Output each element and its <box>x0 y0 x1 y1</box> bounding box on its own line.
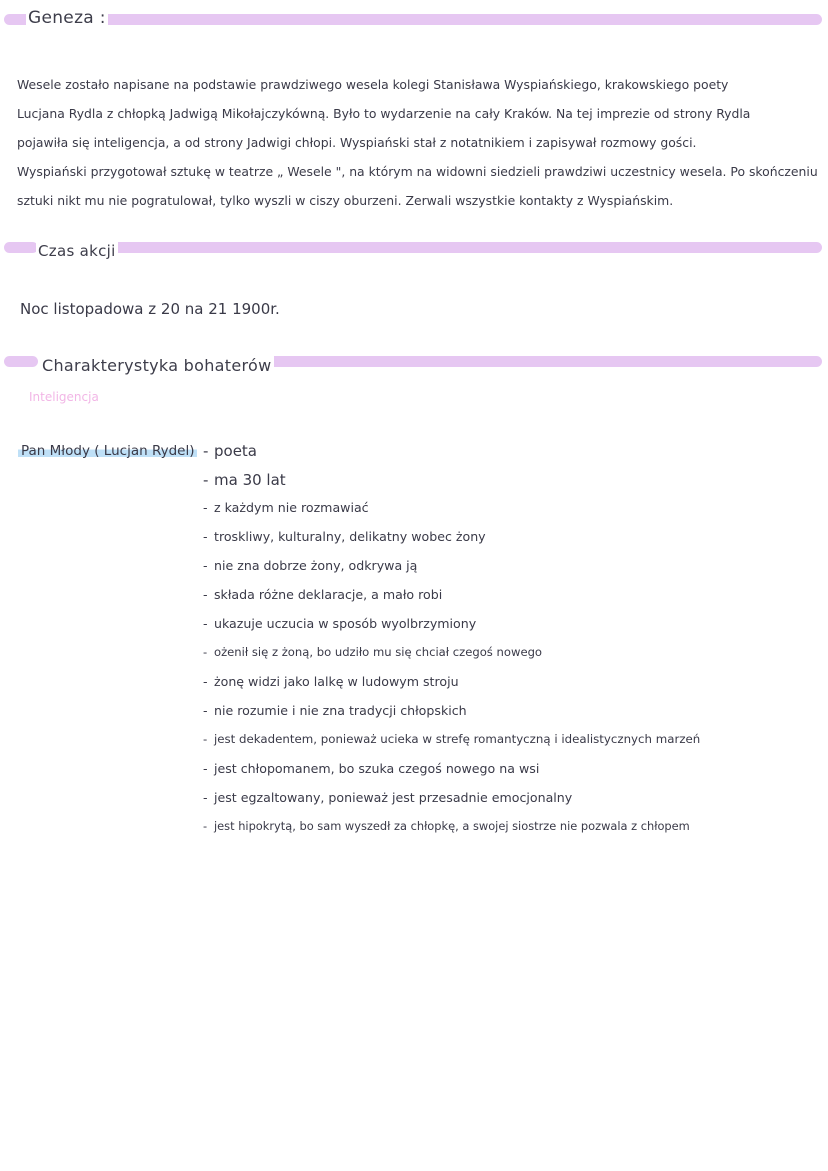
paragraph-line: pojawiła się inteligencja, a od strony Jadwigi chłopi. Wyspiański stał z notatnikiem i zapisywał rozmowy gości. <box>17 135 697 150</box>
list-item: - nie zna dobrze żony, odkrywa ją <box>203 558 418 573</box>
list-item: - składa różne deklaracje, a mało robi <box>203 587 443 602</box>
trait-text: z każdym nie rozmawiać <box>214 500 369 515</box>
list-item: - ożenił się z żoną, bo udziło mu się chciał czegoś nowego <box>203 645 543 659</box>
trait-text: ożenił się z żoną, bo udziło mu się chciał czegoś nowego <box>214 645 543 659</box>
trait-text: jest egzaltowany, ponieważ jest przesadnie emocjonalny <box>214 790 573 805</box>
trait-text: składa różne deklaracje, a mało robi <box>214 587 443 602</box>
heading-characters: Charakterystyka bohaterów <box>42 356 272 375</box>
list-item: - jest dekadentem, ponieważ ucieka w strefę romantyczną i idealistycznych marzeń <box>203 732 701 746</box>
hero-traits-list <box>203 442 823 848</box>
list-item: - ukazuje uczucia w sposób wyolbrzymiony <box>203 616 477 631</box>
trait-text: ukazuje uczucia w sposób wyolbrzymiony <box>214 616 477 631</box>
trait-text: jest hipokrytą, bo sam wyszedł za chłopkę, a swojej siostrze nie pozwala z chłopem <box>214 819 690 833</box>
genesis-paragraph <box>17 70 818 215</box>
heading-time-of-action: Czas akcji <box>38 242 116 260</box>
header-bar-right <box>110 242 822 253</box>
header-bar-left <box>4 242 38 253</box>
trait-text: nie zna dobrze żony, odkrywa ją <box>214 558 418 573</box>
header-bar-left <box>4 356 38 367</box>
trait-text: jest chłopomanem, bo szuka czegoś nowego na wsi <box>214 761 540 776</box>
trait-text: ma 30 lat <box>214 471 286 489</box>
heading-genesis: Geneza : <box>28 8 106 28</box>
paragraph-line: sztuki nikt mu nie pogratulował, tylko wyszli w ciszy oburzeni. Zerwali wszystkie kontakty z Wyspiańskim. <box>17 193 674 208</box>
list-item: - poeta <box>203 442 258 460</box>
header-bar-right <box>90 14 822 25</box>
list-item: - nie rozumie i nie zna tradycji chłopskich <box>203 703 467 718</box>
trait-text: poeta <box>214 442 258 460</box>
list-item: - jest chłopomanem, bo szuka czegoś nowego na wsi <box>203 761 540 776</box>
header-bar-right <box>254 356 822 367</box>
trait-text: nie rozumie i nie zna tradycji chłopskich <box>214 703 467 718</box>
list-item: - troskliwy, kulturalny, delikatny wobec żony <box>203 529 486 544</box>
paragraph-line: Lucjana Rydla z chłopką Jadwigą Mikołajczykówną. Było to wydarzenie na cały Kraków. Na tej imprezie od strony Rydla <box>17 106 751 121</box>
list-item: - ma 30 lat <box>203 471 286 489</box>
paragraph-line: Wyspiański przygotował sztukę w teatrze „ Wesele ", na którym na widowni siedzieli prawdziwi uczestnicy wesela. Po skończeniu <box>17 164 818 179</box>
trait-text: troskliwy, kulturalny, delikatny wobec żony <box>214 529 486 544</box>
time-of-action-text: Noc listopadowa z 20 na 21 1900r. <box>20 300 280 318</box>
section-header-characters <box>0 351 828 381</box>
list-item: - jest egzaltowany, ponieważ jest przesadnie emocjonalny <box>203 790 573 805</box>
trait-text: żonę widzi jako lalkę w ludowym stroju <box>214 674 459 689</box>
list-item: - z każdym nie rozmawiać <box>203 500 369 515</box>
list-item: - jest hipokrytą, bo sam wyszedł za chłopkę, a swojej siostrze nie pozwala z chłopem <box>203 819 690 833</box>
section-header-time <box>0 236 828 266</box>
list-item: - żonę widzi jako lalkę w ludowym stroju <box>203 674 459 689</box>
hero-name-highlight: Pan Młody ( Lucjan Rydel) <box>18 443 197 459</box>
trait-text: jest dekadentem, ponieważ ucieka w strefę romantyczną i idealistycznych marzeń <box>214 732 701 746</box>
section-header-genesis <box>0 6 828 36</box>
paragraph-line: Wesele zostało napisane na podstawie prawdziwego wesela kolegi Stanisława Wyspiańskiego, krakowskiego poety <box>17 77 729 92</box>
subheading-intelligentsia: Inteligencja <box>29 390 99 404</box>
